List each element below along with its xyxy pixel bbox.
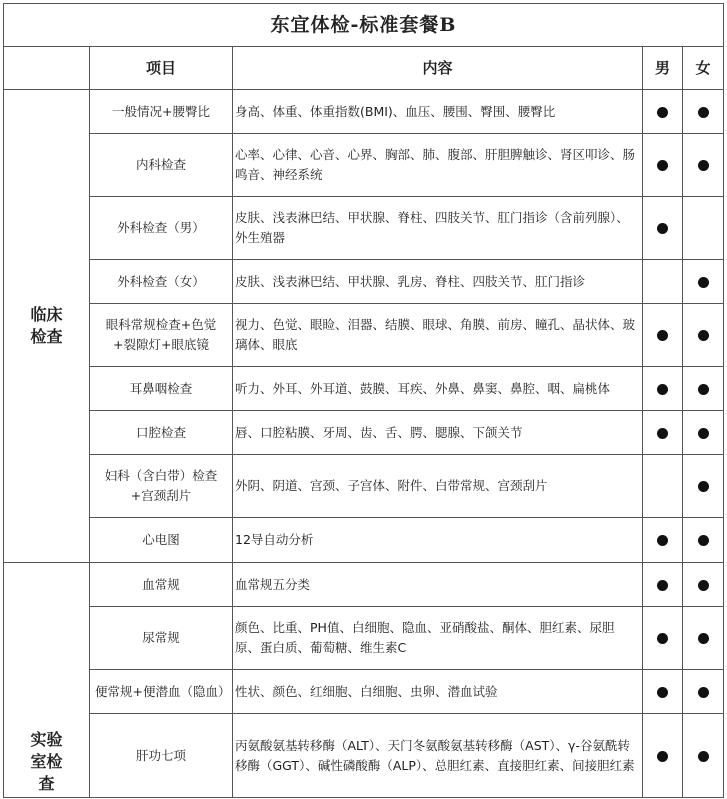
included-dot-icon bbox=[698, 481, 709, 492]
male-mark bbox=[643, 197, 683, 260]
header-female: 女 bbox=[683, 47, 724, 90]
item-cell: 内科检查 bbox=[90, 134, 233, 197]
included-dot-icon bbox=[657, 107, 668, 118]
item-cell: 血常规 bbox=[90, 563, 233, 607]
included-dot-icon bbox=[698, 580, 709, 591]
female-mark bbox=[683, 563, 724, 607]
male-mark bbox=[643, 134, 683, 197]
page-title: 东宜体检-标准套餐B bbox=[4, 4, 724, 47]
included-dot-icon bbox=[698, 751, 709, 762]
included-dot-icon bbox=[698, 107, 709, 118]
table-row bbox=[4, 411, 724, 455]
included-dot-icon bbox=[657, 751, 668, 762]
included-dot-icon bbox=[698, 687, 709, 698]
content-cell: 皮肤、浅表淋巴结、甲状腺、乳房、脊柱、四肢关节、肛门指诊 bbox=[233, 260, 643, 304]
included-dot-icon bbox=[657, 535, 668, 546]
male-mark bbox=[643, 670, 683, 714]
item-cell: 一般情况+腰臀比 bbox=[90, 90, 233, 134]
included-dot-icon bbox=[657, 384, 668, 395]
item-cell: 尿常规 bbox=[90, 607, 233, 670]
header-category bbox=[4, 47, 90, 90]
content-cell: 视力、色觉、眼睑、泪器、结膜、眼球、角膜、前房、瞳孔、晶状体、玻璃体、眼底 bbox=[233, 304, 643, 367]
item-cell: 眼科常规检查+色觉+裂隙灯+眼底镜 bbox=[90, 304, 233, 367]
female-mark bbox=[683, 518, 724, 563]
male-mark bbox=[643, 90, 683, 134]
item-cell: 肝功七项 bbox=[90, 714, 233, 798]
content-cell: 性状、颜色、红细胞、白细胞、虫卵、潜血试验 bbox=[233, 670, 643, 714]
item-cell: 妇科（含白带）检查+宫颈刮片 bbox=[90, 455, 233, 518]
table-row bbox=[4, 304, 724, 367]
male-mark bbox=[643, 714, 683, 798]
female-mark bbox=[683, 411, 724, 455]
female-mark bbox=[683, 134, 724, 197]
table-row bbox=[4, 518, 724, 563]
table-row bbox=[4, 670, 724, 714]
included-dot-icon bbox=[698, 633, 709, 644]
item-cell: 便常规+便潜血（隐血） bbox=[90, 670, 233, 714]
female-mark bbox=[683, 197, 724, 260]
table-row bbox=[4, 90, 724, 134]
female-mark bbox=[683, 714, 724, 798]
male-mark bbox=[643, 260, 683, 304]
table-row bbox=[4, 134, 724, 197]
male-mark bbox=[643, 411, 683, 455]
content-cell: 12导自动分析 bbox=[233, 518, 643, 563]
female-mark bbox=[683, 90, 724, 134]
content-cell: 丙氨酸氨基转移酶（ALT）、天门冬氨酸氨基转移酶（AST）、γ-谷氨酰转移酶（GGT）、碱性磷酸酶（ALP）、总胆红素、直接胆红素、间接胆红素 bbox=[233, 714, 643, 798]
category-lab: 实验室检查 bbox=[4, 563, 90, 798]
package-table bbox=[3, 3, 724, 798]
female-mark bbox=[683, 607, 724, 670]
included-dot-icon bbox=[657, 223, 668, 234]
included-dot-icon bbox=[657, 428, 668, 439]
content-cell: 唇、口腔粘膜、牙周、齿、舌、腭、腮腺、下颌关节 bbox=[233, 411, 643, 455]
table-row bbox=[4, 714, 724, 798]
included-dot-icon bbox=[698, 330, 709, 341]
male-mark bbox=[643, 367, 683, 411]
item-cell: 口腔检查 bbox=[90, 411, 233, 455]
table-row bbox=[4, 197, 724, 260]
content-cell: 听力、外耳、外耳道、鼓膜、耳疾、外鼻、鼻窦、鼻腔、咽、扁桃体 bbox=[233, 367, 643, 411]
included-dot-icon bbox=[657, 580, 668, 591]
header-row bbox=[4, 47, 724, 90]
female-mark bbox=[683, 670, 724, 714]
included-dot-icon bbox=[698, 160, 709, 171]
female-mark bbox=[683, 304, 724, 367]
male-mark bbox=[643, 304, 683, 367]
item-cell: 外科检查（男） bbox=[90, 197, 233, 260]
included-dot-icon bbox=[657, 330, 668, 341]
title-row bbox=[4, 4, 724, 47]
included-dot-icon bbox=[657, 633, 668, 644]
table-row bbox=[4, 455, 724, 518]
content-cell: 身高、体重、体重指数(BMI)、血压、腰围、臀围、腰臀比 bbox=[233, 90, 643, 134]
header-content: 内容 bbox=[233, 47, 643, 90]
included-dot-icon bbox=[698, 277, 709, 288]
included-dot-icon bbox=[657, 160, 668, 171]
included-dot-icon bbox=[698, 535, 709, 546]
header-item: 项目 bbox=[90, 47, 233, 90]
table-row bbox=[4, 607, 724, 670]
content-cell: 颜色、比重、PH值、白细胞、隐血、亚硝酸盐、酮体、胆红素、尿胆原、蛋白质、葡萄糖、维生素C bbox=[233, 607, 643, 670]
content-cell: 心率、心律、心音、心界、胸部、肺、腹部、肝胆脾触诊、肾区叩诊、肠鸣音、神经系统 bbox=[233, 134, 643, 197]
item-cell: 耳鼻咽检查 bbox=[90, 367, 233, 411]
male-mark bbox=[643, 563, 683, 607]
female-mark bbox=[683, 367, 724, 411]
male-mark bbox=[643, 518, 683, 563]
table-row bbox=[4, 260, 724, 304]
included-dot-icon bbox=[698, 428, 709, 439]
item-cell: 外科检查（女） bbox=[90, 260, 233, 304]
included-dot-icon bbox=[657, 687, 668, 698]
content-cell: 皮肤、浅表淋巴结、甲状腺、脊柱、四肢关节、肛门指诊（含前列腺）、外生殖器 bbox=[233, 197, 643, 260]
item-cell: 心电图 bbox=[90, 518, 233, 563]
table-row bbox=[4, 367, 724, 411]
header-male: 男 bbox=[643, 47, 683, 90]
included-dot-icon bbox=[698, 384, 709, 395]
female-mark bbox=[683, 455, 724, 518]
male-mark bbox=[643, 455, 683, 518]
male-mark bbox=[643, 607, 683, 670]
content-cell: 外阴、阴道、宫颈、子宫体、附件、白带常规、宫颈刮片 bbox=[233, 455, 643, 518]
content-cell: 血常规五分类 bbox=[233, 563, 643, 607]
category-clinical: 临床检查 bbox=[4, 90, 90, 563]
table-row bbox=[4, 563, 724, 607]
female-mark bbox=[683, 260, 724, 304]
